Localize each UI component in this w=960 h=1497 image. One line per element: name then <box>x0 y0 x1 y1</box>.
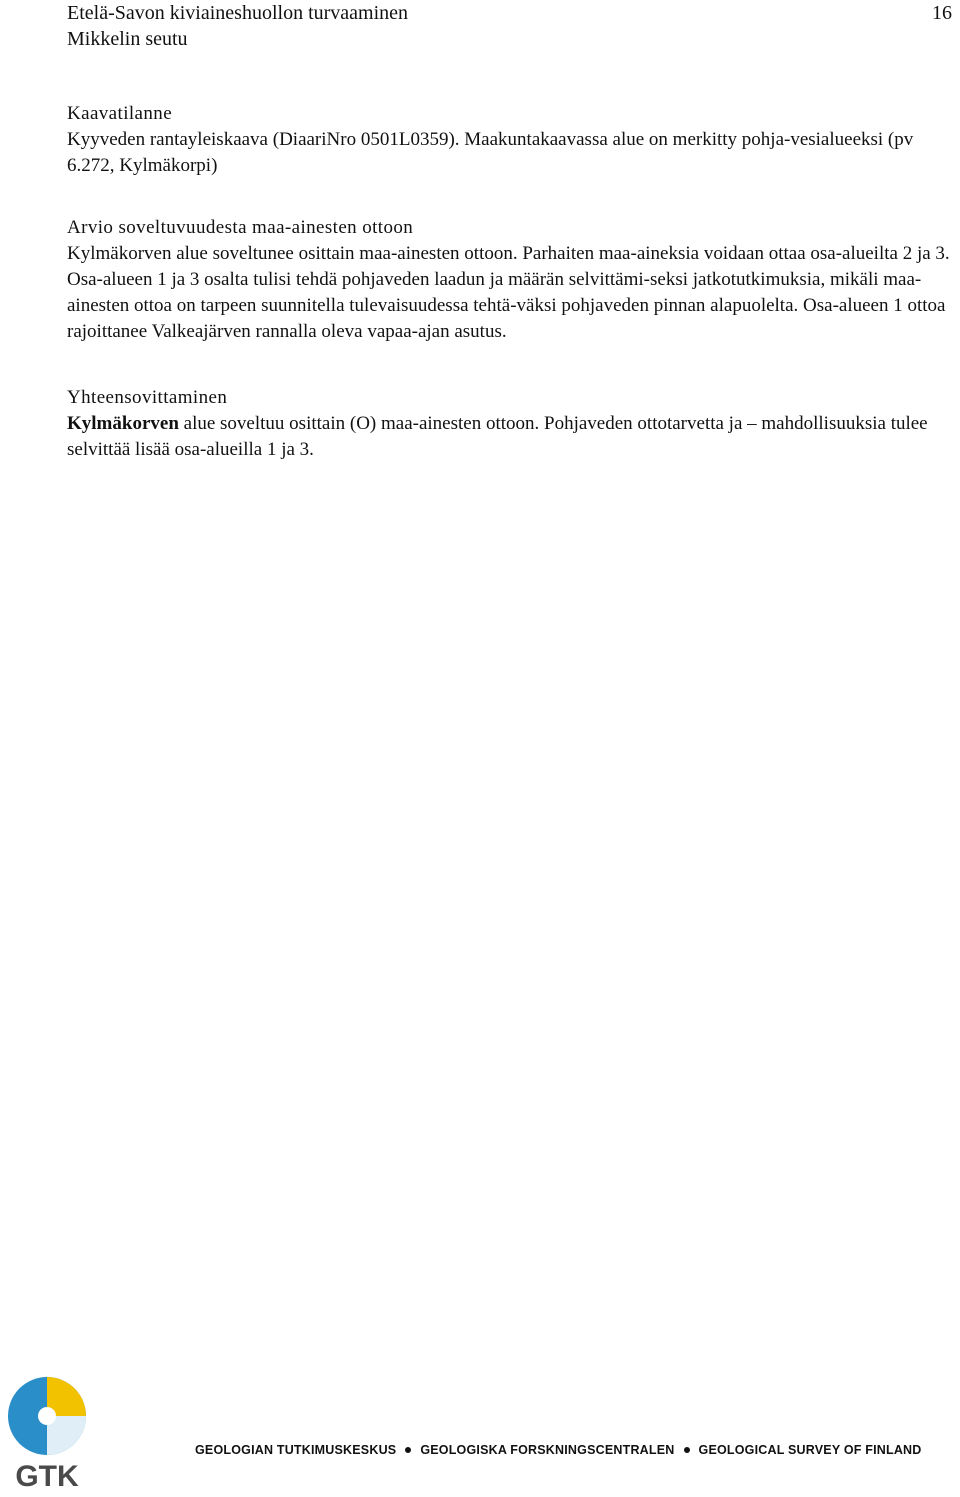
running-header <box>67 0 408 52</box>
section-heading-kaavatilanne: Kaavatilanne <box>67 103 173 124</box>
section-text-yhteensovittaminen-rest: alue soveltuu osittain (O) maa-ainesten ottoon. Pohjaveden ottotarvetta ja – mahdollisuuksia tulee selvittää lisää osa-alueilla 1 ja 3. <box>67 413 928 460</box>
section-text-kaavatilanne: Kyyveden rantayleiskaava (DiaariNro 0501L0359). Maakuntakaavassa alue on merkitty pohja-vesialueeksi (pv 6.272, Kylmäkorpi) <box>67 129 914 176</box>
page-number: 16 <box>932 2 952 24</box>
footer-org-sv: GEOLOGISKA FORSKNINGSCENTRALEN <box>420 1443 675 1457</box>
main-content <box>67 101 952 463</box>
header-title-line1: Etelä-Savon kiviaineshuollon turvaaminen <box>67 2 409 24</box>
gtk-logo-text: GTK <box>15 1460 79 1492</box>
header-title-line2: Mikkelin seutu <box>67 28 188 50</box>
area-name-bold: Kylmäkorven <box>67 413 179 434</box>
bullet-icon <box>405 1447 411 1453</box>
section-heading-yhteensovittaminen: Yhteensovittaminen <box>67 387 228 408</box>
section-heading-arvio: Arvio soveltuvuudesta maa-ainesten ottoon <box>67 217 414 238</box>
bullet-icon <box>684 1447 690 1453</box>
footer-org-fi: GEOLOGIAN TUTKIMUSKESKUS <box>195 1443 397 1457</box>
section-text-arvio: Kylmäkorven alue soveltunee osittain maa-ainesten ottoon. Parhaiten maa-aineksia voidaan ottaa osa-alueilta 2 ja 3. Osa-alueen 1 ja 3 osalta tulisi tehdä pohjaveden laadun ja määrän selvittämi-seksi jatkotutkimuksia, mikäli maa-ainesten ottoa on tarpeen suunnitella tulevaisuudessa tehtä-väksi pohjaveden pinnan alapuolelta. Osa-alueen 1 ottoa rajoittanee Valkeajärven rannalla oleva vapaa-ajan asutus. <box>67 243 950 342</box>
gtk-globe-icon <box>6 1374 88 1492</box>
footer-organization-names <box>195 1443 960 1457</box>
footer-org-en: GEOLOGICAL SURVEY OF FINLAND <box>698 1443 922 1457</box>
section-text-yhteensovittaminen <box>67 411 952 463</box>
gtk-logo <box>6 1374 88 1492</box>
page-footer <box>0 1370 960 1497</box>
